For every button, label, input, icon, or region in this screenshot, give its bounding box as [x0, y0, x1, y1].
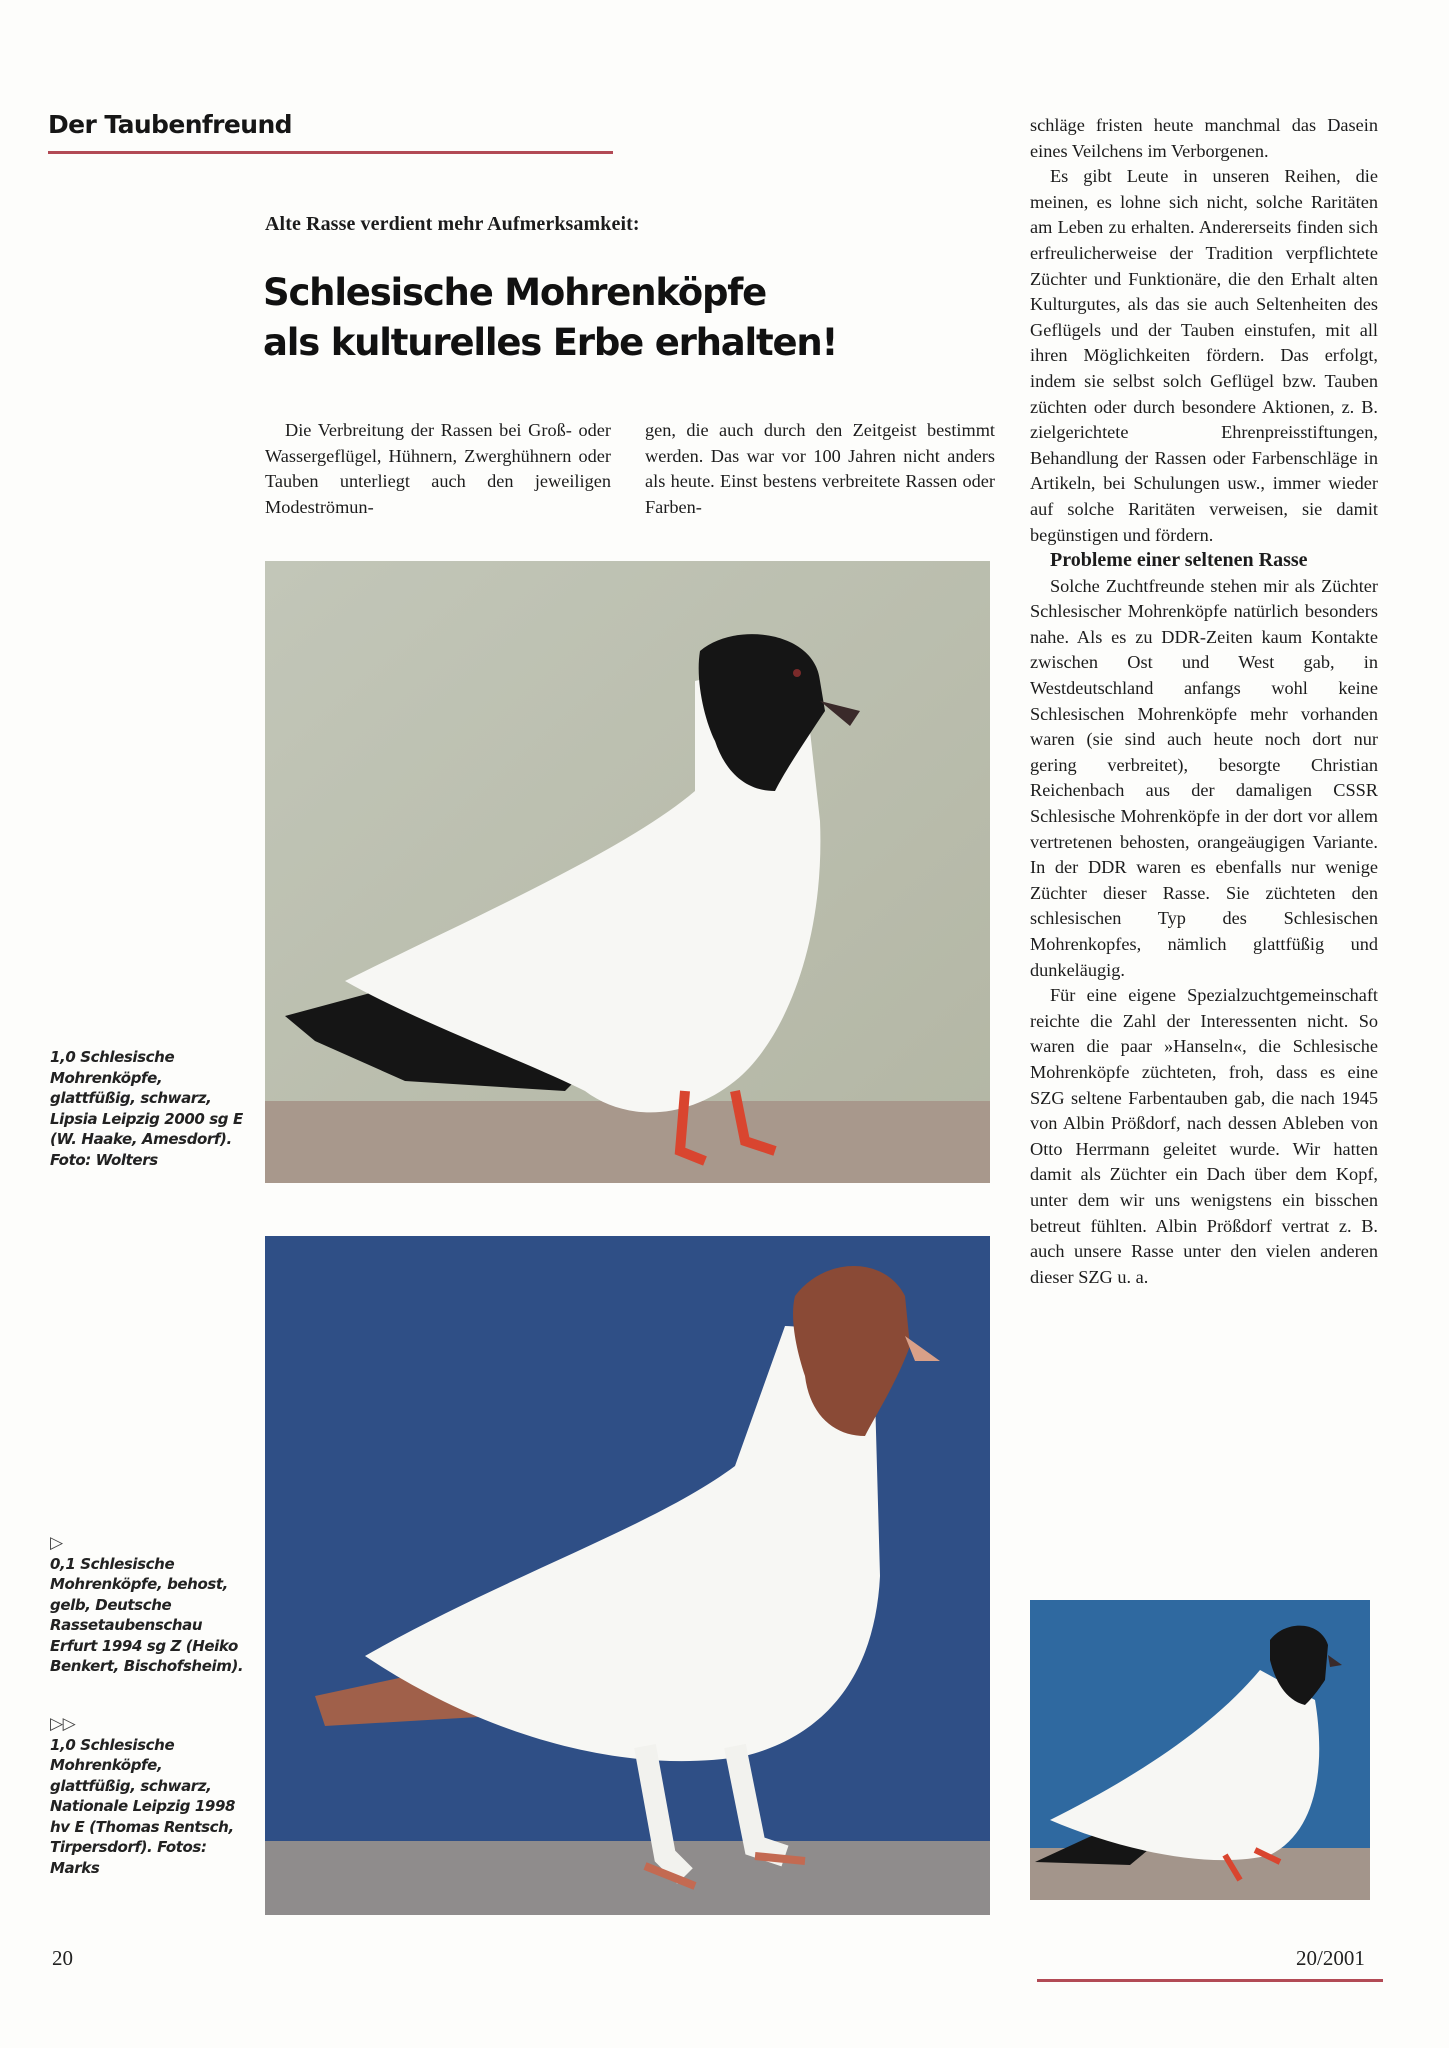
- paragraph: Solche Zuchtfreunde stehen mir als Züchter Schlesischer Mohrenköpfe natürlich besonders nahe. Als es zu DDR-Zeiten kaum Kontakte zwischen Ost und West gab, in Westdeutschland anfangs wohl keine Schlesischen Mohrenköpfe mehr vorhanden waren (sie sind auch heute noch dort nur gering verbreitet), besorgte Christian Reichenbach aus der damaligen CSSR Schlesische Mohrenköpfe in der dort vor allem vertretenen behosten, orangeäugigen Variante. In der DDR waren es ebenfalls nur wenige Züchter dieser Rasse. Sie züchteten den schlesischen Typ des Schlesischen Mohrenkopfes, nämlich glattfüßig und dunkeläugig.: [1030, 575, 1378, 980]
- photo-black-pigeon-2: [1030, 1600, 1370, 1900]
- photo-yellow-pigeon: [265, 1236, 990, 1915]
- article-headline: [263, 268, 837, 368]
- paragraph: schläge fristen heute manchmal das Dasein eines Veilchens im Verborgenen.: [1030, 115, 1378, 161]
- body-column-2: [645, 418, 995, 520]
- caption-photo-2: [50, 1533, 250, 1677]
- triangle-marker-icon: ▷: [50, 1533, 63, 1553]
- header-rule: [48, 151, 613, 154]
- headline-line-2: als kulturelles Erbe erhalten!: [263, 321, 838, 364]
- body-column-3: [1030, 113, 1378, 1290]
- paragraph: gen, die auch durch den Zeitgeist bestimmt werden. Das war vor 100 Jahren nicht anders als heute. Einst bestens verbreitete Rassen oder Farben-: [645, 420, 995, 517]
- caption-photo-1: 1,0 Schlesische Mohrenköpfe, glattfüßig, schwarz, Lipsia Leipzig 2000 sg E (W. Haake, Amesdorf). Foto: Wolters: [50, 1048, 243, 1169]
- caption-photo-3: [50, 1714, 250, 1878]
- article-kicker: Alte Rasse verdient mehr Aufmerksamkeit:: [265, 213, 640, 235]
- section-subheading: Probleme einer seltenen Rasse: [1050, 549, 1308, 572]
- photo-black-pigeon-1: [265, 561, 990, 1183]
- paragraph: Für eine eigene Spezialzuchtgemeinschaft reichte die Zahl der Interessenten nicht. So waren die paar »Hanseln«, die Schlesische Mohrenköpfe züchteten, froh, dass es eine SZG seltene Farbentauben gab, die nach 1945 von Albin Prößdorf, nach dessen Ableben von Otto Herrmann geleitet wurde. Wir hatten damit als Züchter ein Dach über dem Kopf, unter dem wir uns wenigstens ein bisschen betreut fühlten. Albin Prößdorf vertrat z. B. auch unsere Rasse unter den vielen anderen dieser SZG u. a.: [1030, 985, 1378, 1287]
- footer-rule: [1037, 1979, 1383, 1982]
- masthead: Der Taubenfreund: [48, 110, 292, 139]
- paragraph: Es gibt Leute in unseren Reihen, die meinen, es lohne sich nicht, solche Raritäten am Leben zu erhalten. Andererseits finden sich erfreulicherweise der Tradition verpflichtete Züchter und Funktionäre, die den Erhalt alten Kulturgutes, als das sie auch Seltenheiten des Geflügels und der Tauben einstufen, mit all ihren Möglichkeiten fördern. Das erfolgt, indem sie selbst solch Geflügel bzw. Tauben züchten oder durch besondere Aktionen, z. B. zielgerichtete Ehrenpreisstiftungen, Behandlung der Rassen oder Farbenschläge in Artikeln, bei Schulungen usw., immer wieder auf solche Raritäten verweisen, sie damit begünstigen und fördern.: [1030, 166, 1378, 545]
- headline-line-1: Schlesische Mohrenköpfe: [263, 271, 767, 314]
- double-triangle-marker-icon: ▷▷: [50, 1714, 76, 1734]
- caption-text: 1,0 Schlesische Mohrenköpfe, glattfüßig, schwarz, Nationale Leipzig 1998 hv E (Thomas Rentsch, Tirpersdorf). Fotos: Marks: [50, 1735, 236, 1877]
- caption-text: 0,1 Schlesische Mohrenköpfe, behost, gelb, Deutsche Rassetaubenschau Erfurt 1994 sg Z (Heiko Benkert, Bischofsheim).: [50, 1554, 244, 1675]
- page-number: 20: [52, 1946, 73, 1970]
- paragraph: Die Verbreitung der Rassen bei Groß- oder Wassergeflügel, Hühnern, Zwerghühnern oder Tauben unterliegt auch den jeweiligen Modeströmun-: [265, 420, 611, 517]
- body-column-1: [265, 418, 611, 520]
- issue-number: 20/2001: [1296, 1946, 1365, 1970]
